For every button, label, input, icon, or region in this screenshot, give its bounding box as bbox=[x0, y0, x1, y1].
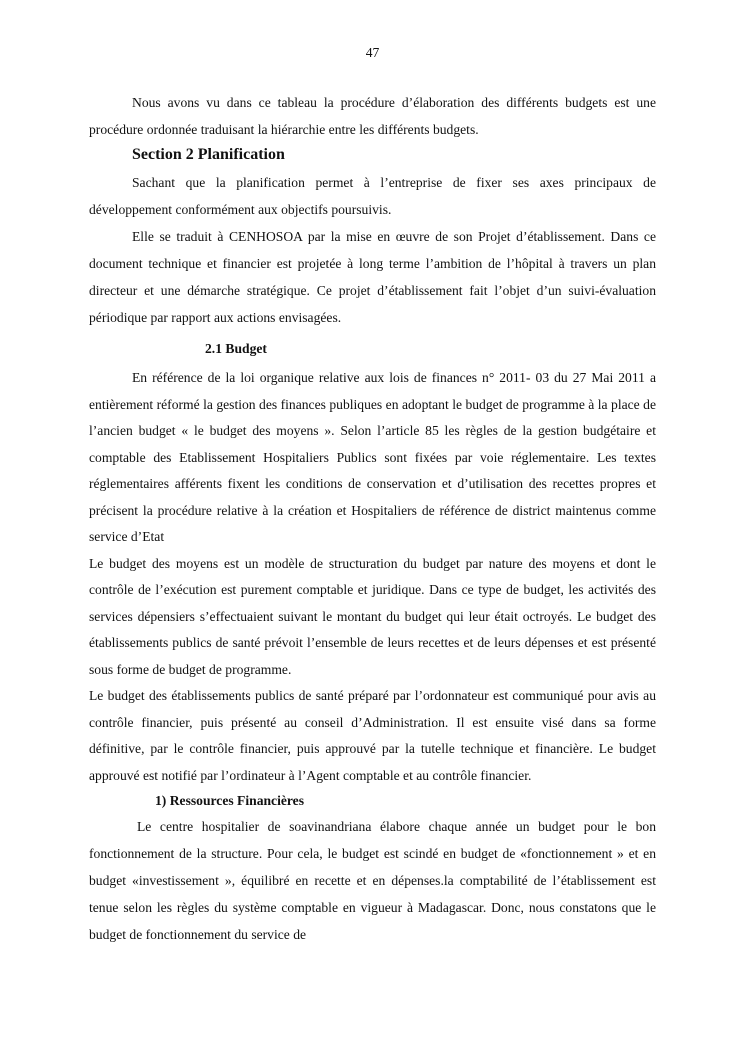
budget-paragraph-2: Le budget des moyens est un modèle de structuration du budget par nature des moyens et dont le contrôle de l’exécution est purement comptable et juridique. Dans ce type de budget, les activités des services dépensiers s’effectuaient suivant le montant du budget qui leur était octroyés. Le budget des établissements publics de santé prévoit l’ensemble de leurs recettes et de leurs dépenses et est présenté sous forme de budget de programme. bbox=[89, 555, 656, 677]
section-2-title: Section 2 Planification bbox=[132, 146, 285, 163]
section-2-paragraph-1: Sachant que la planification permet à l’entreprise de fixer ses axes principaux de développement conformément aux objectifs poursuivis. bbox=[89, 175, 656, 217]
budget-subsection-title: 2.1 Budget bbox=[205, 341, 267, 356]
intro-paragraph: Nous avons vu dans ce tableau la procédure d’élaboration des différents budgets est une procédure ordonnée traduisant la hiérarchie entre les différents budgets. bbox=[89, 95, 656, 137]
page-number: 47 bbox=[365, 45, 380, 60]
budget-paragraph-3: Le budget des établissements publics de santé préparé par l’ordonnateur est communiqué pour avis au contrôle financier, puis présenté au conseil d’Administration. Il est ensuite visé dans sa forme définitive, par le contrôle financier, puis approuvé par la tutelle technique et financière. Le budget approuvé est notifié par l’ordinateur à l’Agent comptable et au contrôle financier. bbox=[89, 688, 656, 783]
resources-paragraph-1: Le centre hospitalier de soavinandriana élabore chaque année un budget pour le bon fonctionnement de la structure. Pour cela, le budget est scindé en budget de «fonctionnement » et en budget «investissement », équilibré en recette et en dépenses.la comptabilité de l’établissement est tenue selon les règles du système comptable en vigueur à Madagascar. Donc, nous constatons que le budget de fonctionnement du service de bbox=[89, 819, 656, 942]
section-2-paragraph-2: Elle se traduit à CENHOSOA par la mise en œuvre de son Projet d’établissement. Dans ce document technique et financier est projetée à long terme l’ambition de l’hôpital à travers un plan directeur et une démarche stratégique. Ce projet d’établissement fait l’objet d’un suivi-évaluation périodique par rapport aux actions envisagées. bbox=[89, 229, 656, 325]
document-body bbox=[89, 89, 656, 948]
resources-list-title: 1) Ressources Financières bbox=[155, 793, 305, 808]
budget-paragraph-1: En référence de la loi organique relative aux lois de finances n° 2011- 03 du 27 Mai 2011 a entièrement réformé la gestion des finances publiques en adoptant le budget de programme à la place de l’ancien budget « le budget des moyens ». Selon l’article 85 les règles de la gestion budgétaire et comptable des Etablissement Hospitaliers Publics sont fixées par voie réglementaire. Les textes réglementaires afférents fixent les conditions de conservation et d’utilisation des recettes propres et précisent la procédure relative à la création et Hospitaliers de référence de district maintenus comme service d’Etat bbox=[89, 370, 656, 544]
